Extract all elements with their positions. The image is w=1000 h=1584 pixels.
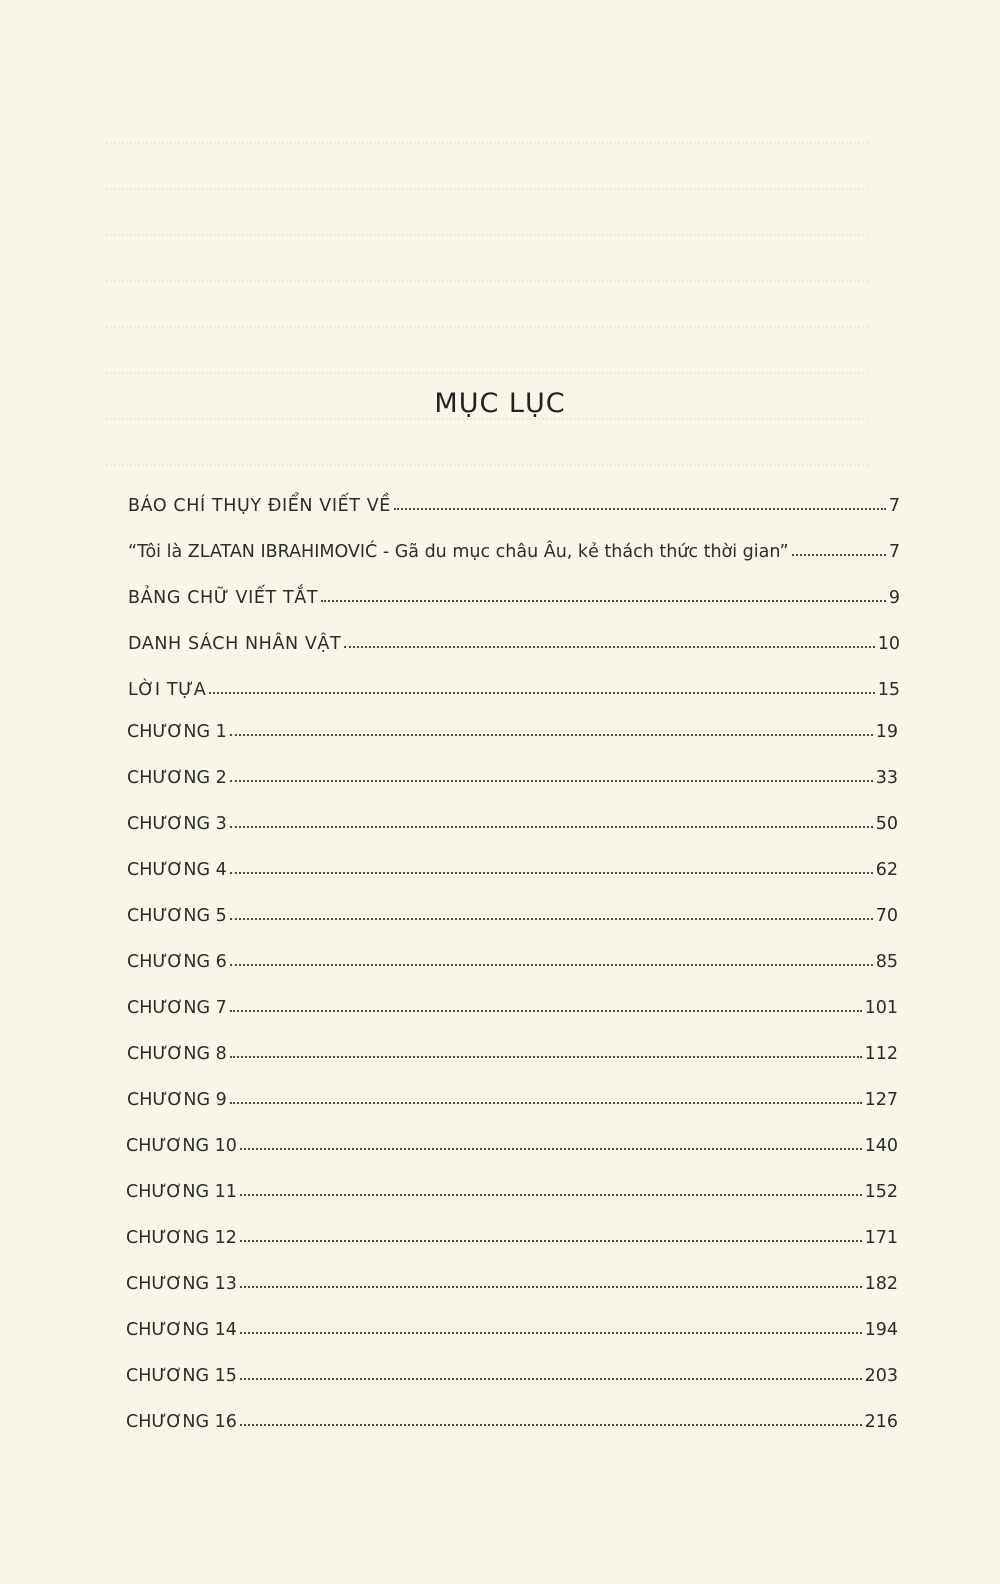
toc-entry-label: “Tôi là ZLATAN IBRAHIMOVIĆ - Gã du mục châu Âu, kẻ thách thức thời gian” xyxy=(128,542,789,562)
toc-entry-page: 70 xyxy=(875,906,898,926)
toc-entry-chapter xyxy=(126,1400,898,1432)
dot-leader xyxy=(230,918,873,920)
toc-entry-page: 50 xyxy=(875,814,898,834)
toc-entry-page: 203 xyxy=(864,1366,898,1386)
dot-leader xyxy=(240,1332,862,1334)
dot-leader xyxy=(230,826,873,828)
toc-entry-label: CHƯƠNG 5 xyxy=(127,906,227,926)
toc-entry-label: BẢNG CHỮ VIẾT TẮT xyxy=(128,588,319,608)
toc-entry-page: 171 xyxy=(864,1228,898,1248)
toc-entry-page: 7 xyxy=(888,542,900,562)
dot-leader xyxy=(394,508,886,510)
toc-entry-chapter xyxy=(126,1170,898,1202)
dot-leader xyxy=(230,1010,862,1012)
dot-leader xyxy=(321,600,886,602)
dot-leader xyxy=(230,872,873,874)
toc-entry-page: 15 xyxy=(877,680,900,700)
dot-leader xyxy=(230,780,873,782)
toc-entry-page: 182 xyxy=(864,1274,898,1294)
toc-entry-chapter xyxy=(127,986,898,1018)
toc-entry-label: CHƯƠNG 13 xyxy=(126,1274,237,1294)
toc-entry-label: CHƯƠNG 11 xyxy=(126,1182,237,1202)
dot-leader xyxy=(240,1286,862,1288)
dot-leader xyxy=(240,1194,862,1196)
toc-entry-label: CHƯƠNG 10 xyxy=(126,1136,237,1156)
toc-entry-label: CHƯƠNG 16 xyxy=(126,1412,237,1432)
toc-entry-label: CHƯƠNG 9 xyxy=(127,1090,227,1110)
toc-entry-chapter xyxy=(127,756,898,788)
toc-entry-page: 140 xyxy=(864,1136,898,1156)
toc-entry-page: 33 xyxy=(875,768,898,788)
dot-leader xyxy=(240,1148,862,1150)
dot-leader xyxy=(240,1240,862,1242)
toc-entry-page: 101 xyxy=(864,998,898,1018)
toc-entry-label: CHƯƠNG 3 xyxy=(127,814,227,834)
toc-entry-label: CHƯƠNG 12 xyxy=(126,1228,237,1248)
toc-entry-page: 152 xyxy=(864,1182,898,1202)
toc-entry-chapter xyxy=(127,710,898,742)
toc-entry-page: 194 xyxy=(864,1320,898,1340)
dot-leader xyxy=(230,1056,862,1058)
dot-leader xyxy=(230,964,873,966)
toc-entry-page: 9 xyxy=(888,588,900,608)
toc-entry-chapter xyxy=(126,1216,898,1248)
toc-entry-chapter xyxy=(126,1308,898,1340)
dot-leader xyxy=(230,1102,862,1104)
toc-entry-quote xyxy=(128,530,900,562)
toc-entry-label: CHƯƠNG 6 xyxy=(127,952,227,972)
toc-entry-chapter xyxy=(127,848,898,880)
toc-entry-label: DANH SÁCH NHÂN VẬT xyxy=(128,634,342,654)
toc-entry-page: 127 xyxy=(864,1090,898,1110)
toc-entry-chapter xyxy=(127,802,898,834)
dot-leader xyxy=(230,734,873,736)
toc-entry-label: CHƯƠNG 2 xyxy=(127,768,227,788)
page-title: MỤC LỤC xyxy=(434,388,566,419)
toc-entry-label: CHƯƠNG 1 xyxy=(127,722,227,742)
toc-entry-page: 19 xyxy=(875,722,898,742)
toc-entry-chapter xyxy=(127,940,898,972)
toc-entry-bao-chi xyxy=(128,484,900,516)
dot-leader xyxy=(344,646,874,648)
toc-entry-chapter xyxy=(127,1078,898,1110)
toc-entry-page: 85 xyxy=(875,952,898,972)
toc-entry-chapter xyxy=(126,1354,898,1386)
toc-entry-chapter xyxy=(127,1032,898,1064)
toc-entry-label: CHƯƠNG 14 xyxy=(126,1320,237,1340)
toc-entry-label: BÁO CHÍ THỤY ĐIỂN VIẾT VỀ xyxy=(128,496,391,516)
toc-entry-label: CHƯƠNG 7 xyxy=(127,998,227,1018)
dot-leader xyxy=(240,1378,862,1380)
toc-entry-danh-sach xyxy=(128,622,900,654)
toc-entry-chapter xyxy=(126,1262,898,1294)
toc-entry-label: CHƯƠNG 15 xyxy=(126,1366,237,1386)
toc-entry-label: CHƯƠNG 4 xyxy=(127,860,227,880)
toc-entry-label: CHƯƠNG 8 xyxy=(127,1044,227,1064)
toc-entry-chapter xyxy=(126,1124,898,1156)
toc-entry-page: 10 xyxy=(877,634,900,654)
toc-entry-page: 112 xyxy=(864,1044,898,1064)
toc-entry-page: 62 xyxy=(875,860,898,880)
toc-entry-chapter xyxy=(127,894,898,926)
toc-entry-label: LỜI TỰA xyxy=(128,680,207,700)
toc-entry-bang-chu-viet-tat xyxy=(128,576,900,608)
dot-leader xyxy=(240,1424,862,1426)
toc-entry-page: 216 xyxy=(864,1412,898,1432)
toc-entry-loi-tua xyxy=(128,668,900,700)
dot-leader xyxy=(209,692,874,694)
dot-leader xyxy=(792,554,886,556)
toc-entry-page: 7 xyxy=(888,496,900,516)
